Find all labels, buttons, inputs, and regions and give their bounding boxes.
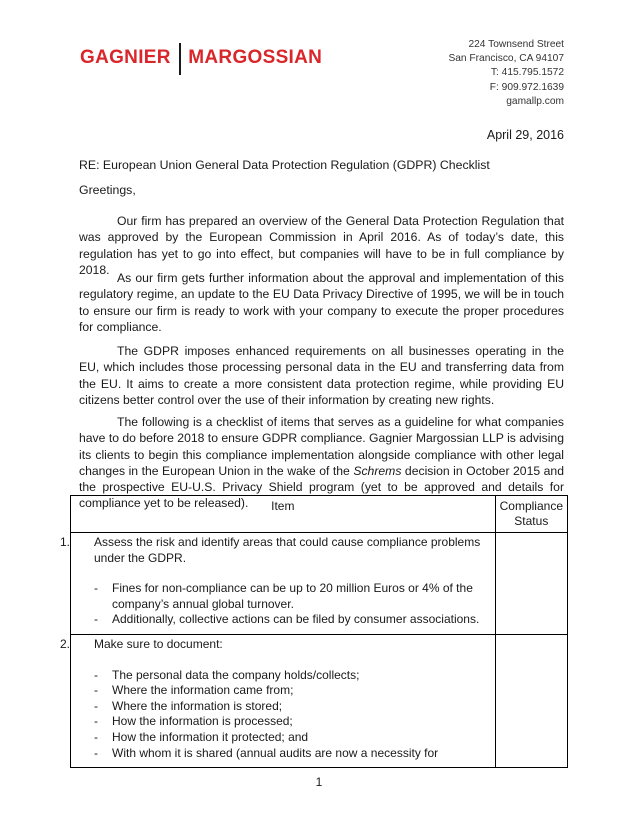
bullet-item: - Where the information came from; [94, 683, 487, 699]
firm-address [448, 38, 564, 109]
item-number: 2. [60, 636, 71, 651]
bullet-item: - Fines for non-compliance can be up to 20 million Euros or 4% of the company’s annual global turnover. [94, 581, 487, 612]
greeting: Greetings, [79, 183, 136, 197]
item-2-bullets [94, 668, 487, 762]
schrems-case: Schrems [353, 463, 402, 478]
bullet-item: - How the information it protected; and [94, 730, 487, 746]
address-street: 224 Townsend Street [468, 39, 564, 50]
compliance-status-cell-2[interactable] [495, 634, 567, 767]
header-item: Item [71, 496, 496, 533]
table-header-row [71, 496, 568, 533]
address-fax: F: 909.972.1639 [489, 81, 564, 93]
address-website[interactable]: gamallp.com [506, 95, 564, 107]
item-1-bullets [94, 581, 487, 628]
compliance-status-cell-1[interactable] [495, 533, 567, 635]
paragraph-requirements: The GDPR imposes enhanced requirements on all businesses operating in the EU, which includes those processing personal data in the EU and transferring data from the EU. It aims to create a more consistent data protection regime, while providing EU citizens better control over the use of their information by creating new rights. [79, 344, 564, 407]
paragraph-overview: Our firm has prepared an overview of the General Data Protection Regulation that was approved by the European Commission in April 2016. As of today’s date, this regulation has yet to go into effect, but companies will have to be in full compliance by 2018. [79, 214, 564, 277]
checklist-item-1 [60, 533, 496, 635]
address-phone: T: 415.795.1572 [490, 67, 564, 79]
intro-text-a: The following is a checklist of items that serves as a guideline for what companies have to do before 2018 to ensure GDPR compliance. Gagnier Margossian LLP is advising its clients to begin this compliance implementation alongside compliance with other legal changes in the European Union in the wake of the [79, 415, 564, 478]
logo-gagnier: GAGNIER [80, 47, 171, 68]
table-row [71, 634, 568, 767]
paragraph-updates: As our firm gets further information about the approval and implementation of this regulatory regime, an update to the EU Data Privacy Directive of 1995, we will be in touch to ensure our firm is ready to work with your company to execute the proper procedures for compliance. [79, 271, 564, 334]
compliance-checklist-table [60, 495, 568, 768]
bullet-item: - How the information is processed; [94, 714, 487, 730]
item-2-heading [60, 636, 487, 653]
checklist-item-2 [60, 634, 496, 767]
subject-line: RE: European Union General Data Protection Regulation (GDPR) Checklist [79, 158, 490, 172]
item-1-heading [60, 535, 487, 566]
bullet-item: - Additionally, collective actions can be filed by consumer associations. [94, 612, 487, 628]
bullet-item: - The personal data the company holds/collects; [94, 668, 487, 684]
firm-logo [80, 42, 322, 74]
item-text: Assess the risk and identify areas that could cause compliance problems under the GDPR. [94, 535, 481, 565]
header-compliance-status: Compliance Status [495, 496, 567, 533]
table-row [71, 533, 568, 635]
letter-date: April 29, 2016 [486, 128, 564, 142]
bullet-item: - With whom it is shared (annual audits are now a necessity for [94, 746, 487, 762]
address-city: San Francisco, CA 94107 [448, 53, 564, 65]
logo-divider [179, 43, 182, 75]
page-number: 1 [315, 775, 323, 789]
item-number: 1. [60, 535, 71, 549]
logo-margossian: MARGOSSIAN [188, 47, 323, 68]
bullet-item: - Where the information is stored; [94, 699, 487, 715]
intro-text-b: decision in October 2015 and the prospective EU-U.S. Privacy Shield program (yet to be approved and details for compliance yet to be released). [79, 463, 564, 511]
item-text: Make sure to document: [94, 636, 223, 651]
